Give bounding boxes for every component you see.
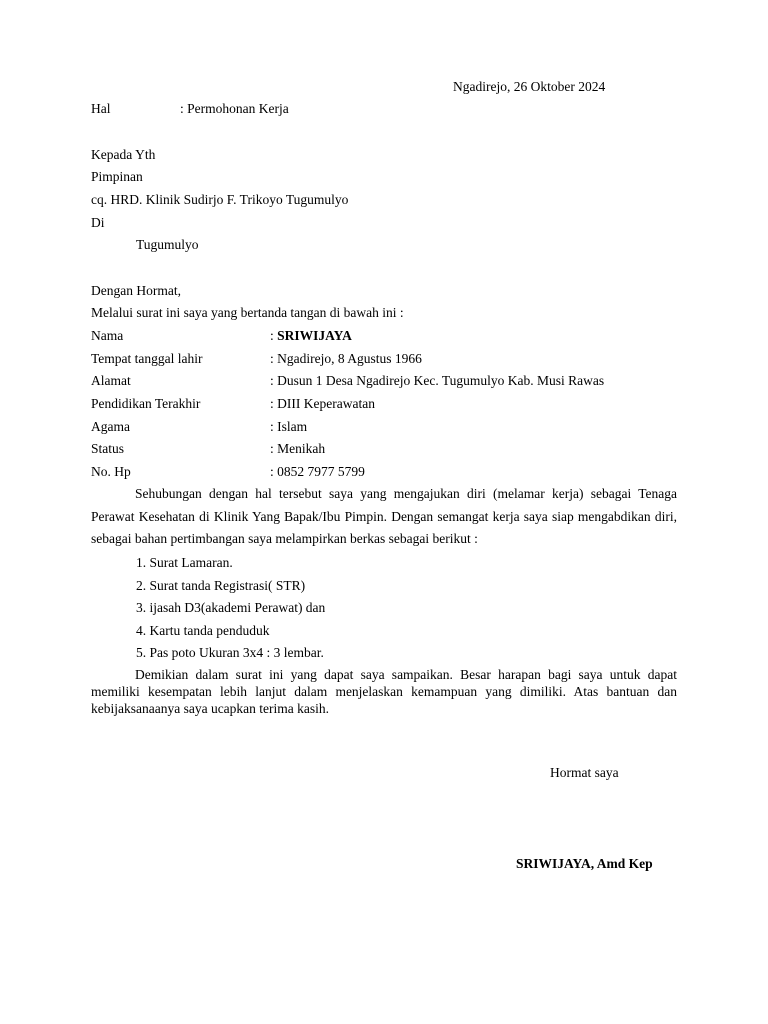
recipient-line-5: Tugumulyo (136, 237, 199, 252)
attachment-item: 4. Kartu tanda penduduk (136, 623, 270, 638)
subject-label: Hal (91, 101, 111, 116)
greeting: Dengan Hormat, (91, 283, 181, 298)
subject-value: : Permohonan Kerja (180, 101, 289, 116)
identity-value-hp: : 0852 7977 5799 (270, 464, 365, 479)
identity-label-nama: Nama (91, 328, 124, 343)
attachment-item: 2. Surat tanda Registrasi( STR) (136, 578, 306, 593)
identity-value-nama: : SRIWIJAYA (270, 328, 352, 343)
identity-value-ttl: : Ngadirejo, 8 Agustus 1966 (270, 351, 422, 366)
recipient-line-1: Kepada Yth (91, 147, 156, 162)
body-paragraph: Sehubungan dengan hal tersebut saya yang mengajukan diri (melamar kerja) sebagai Tenaga Perawat Kesehatan di Klinik Yang Bapak/Ibu Pimpin. Dengan semangat kerja saya siap mengabdikan diri, sebagai bahan pertimbangan saya melampirkan berkas sebagai berikut : (91, 486, 677, 546)
identity-label-agama: Agama (91, 419, 130, 434)
identity-label-hp: No. Hp (91, 464, 131, 479)
attachment-item: 5. Pas poto Ukuran 3x4 : 3 lembar. (136, 645, 324, 660)
recipient-line-3: cq. HRD. Klinik Sudirjo F. Trikoyo Tugumulyo (91, 192, 349, 207)
identity-value-alamat: : Dusun 1 Desa Ngadirejo Kec. Tugumulyo Kab. Musi Rawas (270, 373, 605, 388)
identity-label-ttl: Tempat tanggal lahir (91, 351, 203, 366)
attachment-item: 1. Surat Lamaran. (136, 555, 233, 570)
identity-label-pendidikan: Pendidikan Terakhir (91, 396, 201, 411)
identity-name-bold: SRIWIJAYA (277, 328, 352, 343)
recipient-line-4: Di (91, 215, 105, 230)
signature-name: SRIWIJAYA, Amd Kep (516, 856, 653, 871)
intro-line: Melalui surat ini saya yang bertanda tangan di bawah ini : (91, 305, 404, 320)
recipient-line-2: Pimpinan (91, 169, 143, 184)
closing-paragraph: Demikian dalam surat ini yang dapat saya sampaikan. Besar harapan bagi saya untuk dapat memiliki kesempatan lebih lanjut dalam menjelaskan kemampuan yang dimiliki. Atas bantuan dan kebijaksanaanya saya ucapkan terima kasih. (91, 667, 677, 716)
identity-label-alamat: Alamat (91, 373, 131, 388)
identity-value-pendidikan: : DIII Keperawatan (270, 396, 375, 411)
sign-off: Hormat saya (550, 765, 619, 780)
identity-value-status: : Menikah (270, 441, 326, 456)
identity-label-status: Status (91, 441, 125, 456)
date-line: Ngadirejo, 26 Oktober 2024 (453, 79, 606, 94)
attachment-item: 3. ijasah D3(akademi Perawat) dan (136, 600, 326, 615)
identity-value-agama: : Islam (270, 419, 308, 434)
